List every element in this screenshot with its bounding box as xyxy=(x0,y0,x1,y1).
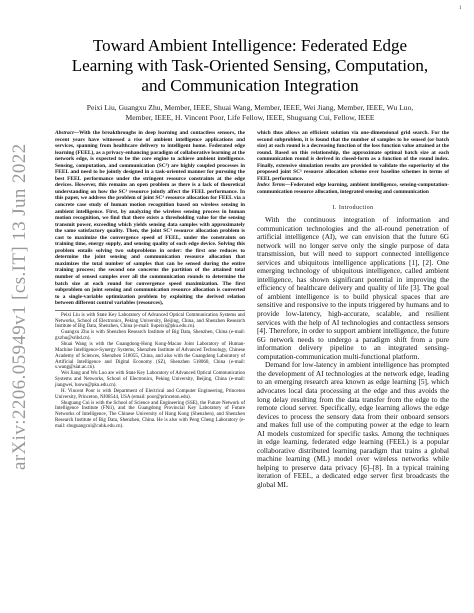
paragraph: Demand for low-latency in ambient intelligence has prompted the development of AI technologies at the network edge, leading to an emerging research area known as edge learning [5], which advocates local data processing at the edge and thus avoids the long delay resulting from the data transfer from the edge to the remote cloud server. Specifically, edge learning allows the edge devices to process the sensory data from their onboard sensors and makes full use of the computing power at the edge to learn AI models customized for specific tasks. Among the techniques in edge learning, federated edge learning (FEEL) is a popular collaborative distributed learning paradigm that trains a global machine learning (ML) model over wireless networks while helping to preserve data privacy [6]–[8]. In a typical training iteration of FEEL, a dedicated edge server first broadcasts the global ML xyxy=(257,360,449,489)
author-line: Member, IEEE, H. Vincent Poor, Life Fellow, IEEE, Shuguang Cui, Fellow, IEEE xyxy=(125,113,375,122)
footnote: Peixi Liu is with State Key Laboratory of Advanced Optical Communication Systems and Networks, School of Electronics, Peking University, Beijing, China, and Shenzhen Research Institute of Big Data, Shenzhen, China (e-mail: liupeixi@pku.edu.cn). xyxy=(55,312,245,330)
paragraph: With the continuous integration of information and communication technologies and the all-round penetration of artificial intelligence (AI), we can envision that the future 6G network will no longer serve only the single purpose of data transmission, but will need to support connected intelligence services and ubiquitous intelligence applications [1], [2]. One emerging technology of ubiquitous intelligence, called ambient intelligence, has shown significant potential in improving the efficiency of healthcare delivery and quality of life [3]. The goal of ambient intelligence is to build physical spaces that are sensitive and responsive to the inputs triggered by humans and to provide low-latency, high-accurate, scalable, and resilient services with the help of AI technologies and contactless sensors [4]. Therefore, in order to support ambient intelligence, the future 6G network needs to undergo a paradigm shift from a pure information delivery pipeline to an integrated sensing-computation-communication multi-functional platform. xyxy=(257,215,449,361)
title-line: Toward Ambient Intelligence: Federated Edge xyxy=(92,36,408,55)
page-number: 1 xyxy=(459,6,462,11)
abstract-continued: which thus allows an efficient solution via one-dimensional grid search. For the second subproblem, it is found that the number of samples to be sensed (or batch size) at each round is a decreasing function of the loss function value attained at the round. Based on this relationship, the approximate optimal batch size at each communication round is derived in closed-form as a function of the round index. Finally, extensive simulation results are provided to validate the superiority of the proposed joint SC³ resource allocation scheme over baseline schemes in terms of FEEL performance. xyxy=(257,130,449,182)
author-list xyxy=(40,103,460,123)
index-terms-text: —Federated edge learning, ambient intelligence, sensing-computation-communication resource allocation, integrated sensing and communication xyxy=(257,182,450,195)
footnote: Shuai Wang is with the Guangdong-Hong Kong-Macao Joint Laboratory of Human-Machine Intelligence-Synergy Systems, Shenzhen Institute of Advanced Technology, Chinese Academy of Sciences, Shenzhen 518055, China, and also with the Guangdong Laboratory of Artificial Intelligence and Digital Economy (SZ), Shenzhen 518060, China (e-mail: s.wang@siat.ac.cn). xyxy=(55,342,245,371)
abstract xyxy=(55,130,245,307)
right-column xyxy=(257,130,449,490)
footnote: Wei Jiang and Wu Luo are with State Key Laboratory of Advanced Optical Communication Systems and Networks, School of Electronics, Peking University, Beijing, China (e-mail: jiangwei, luowu@pku.edu.cn). xyxy=(55,371,245,388)
index-terms xyxy=(257,182,449,195)
section-heading: I. Introduction xyxy=(332,205,374,212)
title-line: and Communication Integration xyxy=(141,76,359,95)
paper-title xyxy=(40,36,460,96)
author-footnotes xyxy=(55,310,245,430)
footnote: H. Vincent Poor is with Department of Electrical and Computer Engineering, Princeton University, Princeton, NJ08544, USA (email: poor@princeton.edu). xyxy=(55,388,245,400)
arxiv-identifier: arXiv:2206.05949v1 [cs.IT] 13 Jun 2022 xyxy=(9,143,30,470)
author-line: Peixi Liu, Guangxu Zhu, Member, IEEE, Shuai Wang, Member, IEEE, Wei Jiang, Member, IEEE, Wu Luo, xyxy=(86,103,414,112)
index-terms-lead: Index Terms xyxy=(257,182,286,189)
introduction-body xyxy=(257,216,449,490)
left-column xyxy=(55,130,245,430)
footnote: Guangxu Zhu is with Shenzhen Research Institute of Big Data, Shenzhen, China (e-mail: gxzhu@sribd.cn). xyxy=(55,330,245,342)
abstract-text: —With the breakthroughs in deep learning and contactless sensors, the recent years have witnessed a rise of ambient intelligence applications and services, spanning from healthcare delivery to intelligent home. Federated edge learning (FEEL), as a privacy-enhancing paradigm of collaborative learning at the network edge, is expected to be the core engine to achieve ambient intelligence. Sensing, computation, and communication (SC³) are highly coupled processes in FEEL and need to be jointly designed in a task-oriented manner for pursuing the best FEEL performance under the stringent resource constraints at the edge devices. However, this remains an open problem as there is a lack of theoretical understanding on how the SC³ resource jointly affect the FEEL performance. In this paper, we address the problem of joint SC³ resource allocation for FEEL via a concrete case study of human motion recognition based on wireless sensing in ambient intelligence. First, by analyzing the wireless sensing process in human motion recognition, we find that there exists a thresholding value for the sensing transmit power, exceeding which yields sensing data samples with approximately the same satisfactory quality. Then, the joint SC³ resource allocation problem is cast to maximize the convergence speed of FEEL, under the constraints on training time, energy supply, and sensing quality of each edge device. Solving this problem entails solving two subproblems in order: the first one reduces to determine the joint sensing and communication resource allocation that maximizes the total number of samples that can be sensed during the entire training process; the second one concerns the partition of the attained total number of sensed samples over all the communication rounds to determine the batch size at each round for convergence speed maximization. The first subproblem on joint sensing and communication resource allocation is converted to a single-variable optimization problem by exploiting the derived relation between different control variables (resources), xyxy=(55,130,245,307)
footnote: Shuguang Cui is with the School of Science and Engineering (SSE), the Future Network of Intelligence Institute (FNii), and the Guangdong Provincial Key Laboratory of Future Networks of Intelligence, The Chinese University of Hong Kong (Shenzhen), and Shenzhen Research Institute of Big Data, Shenzhen, China. He is also with Peng Cheng Laboratory (e-mail: shuguangcui@cuhk.edu.cn). xyxy=(55,400,245,429)
title-line: Learning with Task-Oriented Sensing, Computation, xyxy=(71,56,429,75)
abstract-lead: Abstract xyxy=(55,130,74,136)
